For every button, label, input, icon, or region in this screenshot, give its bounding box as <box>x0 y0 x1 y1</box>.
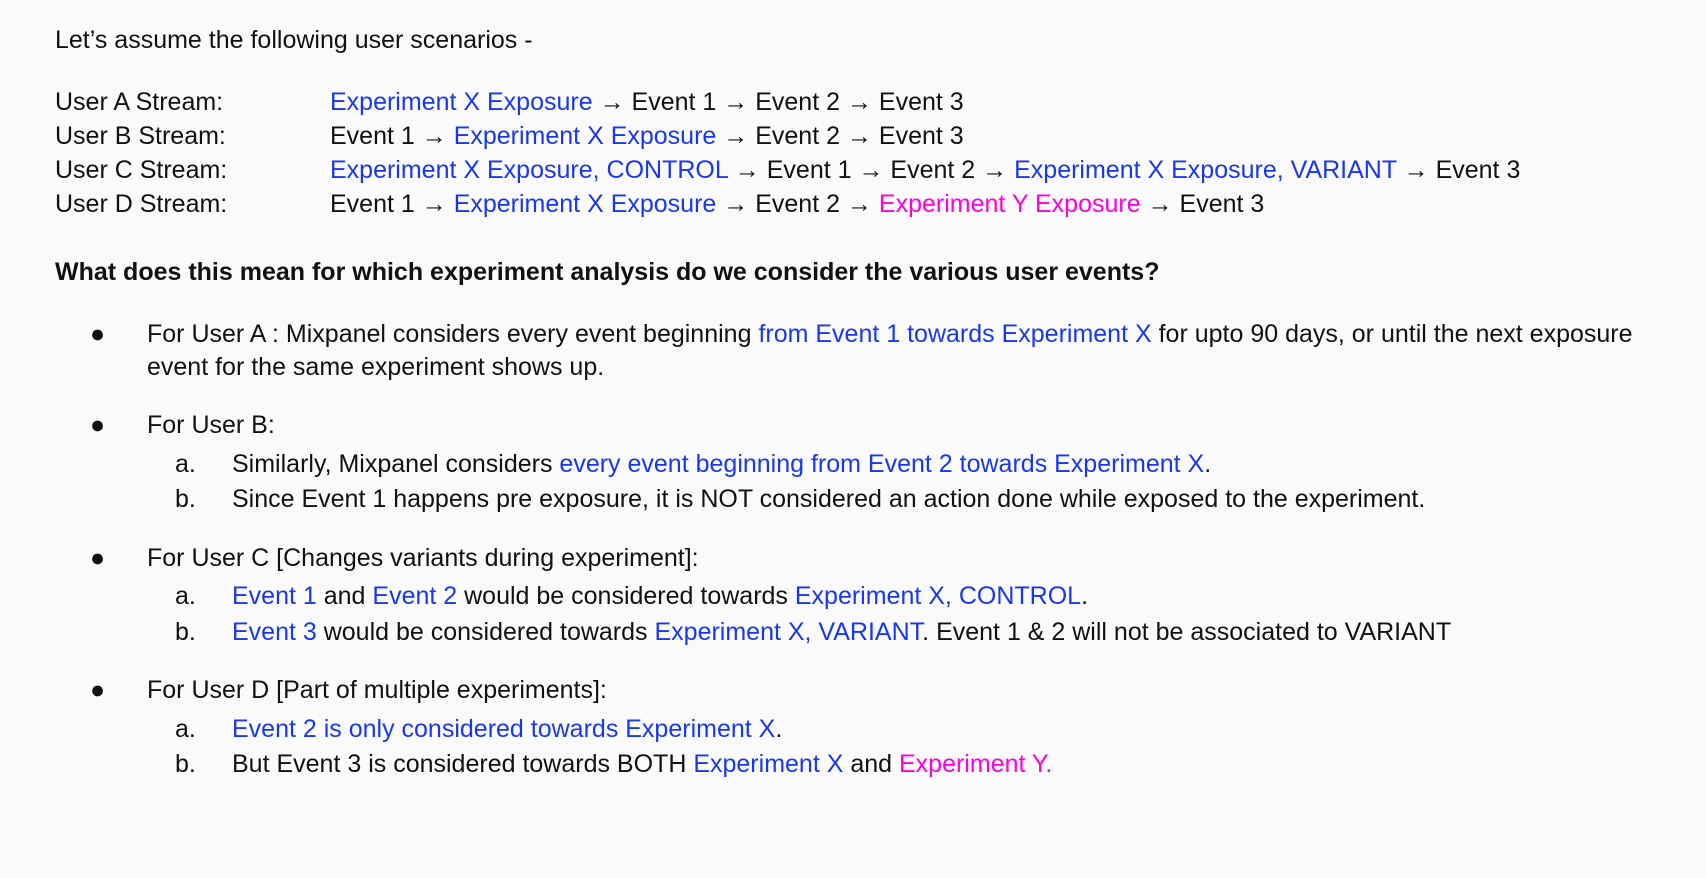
sub-list <box>147 448 1666 516</box>
stream-chain-segment: → <box>727 156 767 184</box>
sub-list-text <box>232 750 1052 778</box>
sub-list <box>147 580 1666 648</box>
sub-list-text-segment: Experiment X, VARIANT <box>654 617 923 646</box>
sub-list-item <box>147 580 1666 613</box>
user-stream-label: User D Stream: <box>55 190 228 218</box>
explanation-list <box>55 318 1666 781</box>
stream-chain-segment: Event 2 <box>755 122 840 150</box>
user-stream-chain <box>330 154 1520 186</box>
stream-chain-segment: Event 3 <box>878 88 964 116</box>
sub-list-item <box>147 448 1666 481</box>
sub-list-text <box>232 582 1088 610</box>
sub-list-marker: a. <box>175 449 196 478</box>
stream-chain-segment: Event 3 <box>1179 190 1265 218</box>
stream-chain-segment: → <box>840 190 879 218</box>
bullet-text-segment: For User B: <box>147 411 275 439</box>
sub-list-text-segment: and <box>316 582 373 610</box>
bullet-dot-icon: ● <box>90 543 106 572</box>
stream-chain-segment: → <box>851 156 891 184</box>
sub-list-marker: a. <box>175 714 196 743</box>
stream-chain-segment: → <box>840 122 879 150</box>
stream-chain-segment: Experiment X Exposure <box>453 190 717 218</box>
stream-chain-segment: → <box>414 122 454 150</box>
stream-chain-segment: Event 1 <box>766 156 852 184</box>
stream-chain-segment: → <box>1396 156 1436 184</box>
user-stream-row <box>55 154 1666 186</box>
sub-list-text-segment: Event 2 is only considered towards Experiment X <box>232 714 776 743</box>
bullet-text <box>147 409 1666 442</box>
explanation-bullet <box>55 542 1666 649</box>
sub-list-marker: a. <box>175 582 196 610</box>
bullet-text <box>147 674 1666 707</box>
user-stream-chain <box>330 86 964 118</box>
sub-list-text-segment: Experiment X, CONTROL <box>794 582 1082 610</box>
user-stream-label: User A Stream: <box>55 88 224 116</box>
bullet-text-segment: For User D [Part of multiple experiments]: <box>147 676 607 704</box>
explanation-bullet <box>55 318 1666 383</box>
bullet-dot-icon: ● <box>90 411 106 439</box>
sub-list-text-segment: . <box>1081 582 1089 610</box>
stream-chain-segment: Experiment X Exposure <box>453 122 717 150</box>
sub-list-text-segment: . <box>1204 449 1212 478</box>
user-stream-row <box>55 86 1666 118</box>
stream-chain-segment: Experiment X Exposure, VARIANT <box>1014 156 1397 184</box>
stream-chain-segment: → <box>1140 190 1180 218</box>
bullet-dot-icon: ● <box>90 320 106 348</box>
explanation-bullet <box>55 409 1666 516</box>
stream-chain-segment: → <box>716 122 756 150</box>
user-stream-list <box>55 86 1666 220</box>
sub-list-marker: b. <box>175 485 196 513</box>
stream-chain-segment: → <box>716 190 756 218</box>
sub-list-text-segment: Event 1 <box>232 582 317 610</box>
stream-chain-segment: → <box>592 88 632 116</box>
sub-list-text <box>232 485 1425 513</box>
user-stream-label: User C Stream: <box>55 156 228 184</box>
user-stream-label: User B Stream: <box>55 122 226 150</box>
stream-chain-segment: → <box>716 88 756 116</box>
intro-paragraph: Let’s assume the following user scenarios - <box>55 26 533 54</box>
sub-list-text <box>232 715 782 743</box>
sub-list-item <box>147 483 1666 516</box>
sub-list-text-segment: Event 3 <box>232 617 317 646</box>
stream-chain-segment: Event 2 <box>890 156 976 184</box>
stream-chain-segment: Event 3 <box>1435 156 1521 184</box>
sub-list-text-segment: would be considered towards <box>457 582 795 610</box>
bullet-text-segment: For User C [Changes variants during experiment]: <box>147 543 699 572</box>
user-stream-chain <box>330 188 1264 220</box>
bullet-text <box>147 542 1666 575</box>
bullet-dot-icon: ● <box>90 676 106 704</box>
sub-list-text-segment: and <box>843 750 899 778</box>
stream-chain-segment: → <box>840 88 879 116</box>
sub-list-text-segment: would be considered towards <box>316 617 655 646</box>
sub-list-text <box>232 618 1451 646</box>
sub-list-text-segment: . Event 1 & 2 will not be associated to VARIANT <box>922 617 1452 646</box>
stream-chain-segment: Experiment Y Exposure <box>878 190 1141 218</box>
sub-list-text-segment: Event 2 <box>372 582 458 610</box>
stream-chain-segment: Event 1 <box>330 122 415 150</box>
stream-chain-segment: Event 3 <box>878 122 964 150</box>
stream-chain-segment: → <box>414 190 454 218</box>
sub-list-marker: b. <box>175 617 196 646</box>
sub-list-text-segment: But Event 3 is considered towards BOTH <box>232 750 694 778</box>
sub-list-item <box>147 748 1666 781</box>
sub-list-text-segment: Experiment Y. <box>899 750 1053 778</box>
user-stream-row <box>55 188 1666 220</box>
sub-list-text-segment: every event beginning from Event 2 towards Experiment X <box>559 449 1205 478</box>
sub-list-text <box>232 450 1211 478</box>
bullet-text-segment: from Event 1 towards Experiment X <box>758 320 1152 348</box>
stream-chain-segment: Event 2 <box>755 88 840 116</box>
sub-list-marker: b. <box>175 750 196 778</box>
bullet-text-segment: For User A : Mixpanel considers every event beginning <box>147 320 759 348</box>
explanation-bullet <box>55 674 1666 781</box>
sub-list-text-segment: Since Event 1 happens pre exposure, it is NOT considered an action done while exposed to the experiment. <box>232 485 1426 513</box>
section-question: What does this mean for which experiment analysis do we consider the various user events? <box>55 258 1160 286</box>
stream-chain-segment: Event 1 <box>330 190 415 218</box>
user-stream-chain <box>330 120 964 152</box>
bullet-text <box>147 318 1666 383</box>
sub-list-text-segment: Experiment X <box>693 750 844 778</box>
stream-chain-segment: Experiment X Exposure <box>330 88 593 116</box>
sub-list-item <box>147 713 1666 746</box>
stream-chain-segment: Event 1 <box>631 88 717 116</box>
stream-chain-segment: → <box>975 156 1015 184</box>
sub-list-item <box>147 616 1666 649</box>
sub-list-text-segment: . <box>775 714 783 743</box>
user-stream-row <box>55 120 1666 152</box>
bullet-text-segment: for upto 90 days, or until the next exposure event for the same experiment shows up. <box>147 320 1633 381</box>
stream-chain-segment: Experiment X Exposure, CONTROL <box>330 156 728 184</box>
sub-list-text-segment: Similarly, Mixpanel considers <box>232 449 560 478</box>
stream-chain-segment: Event 2 <box>755 190 840 218</box>
sub-list <box>147 713 1666 781</box>
